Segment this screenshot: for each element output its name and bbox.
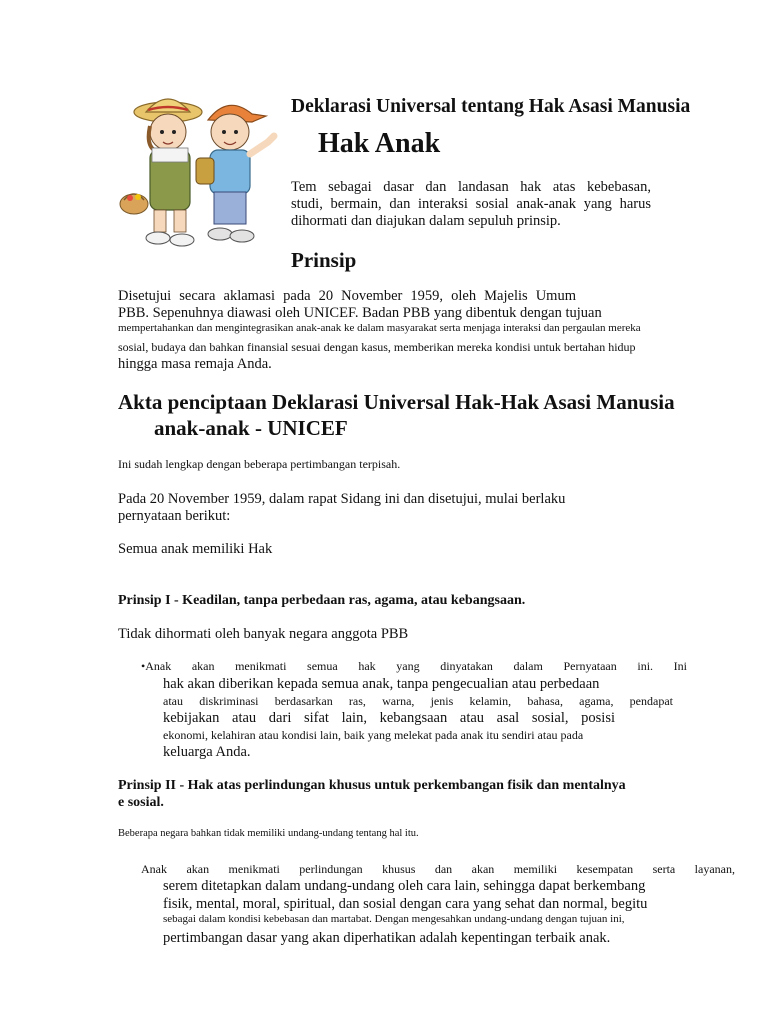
principle-1-line: keluarga Anda. (163, 744, 251, 760)
principle-2-line: serem ditetapkan dalam undang-undang oleh cara lain, sehingga dapat berkembang (163, 878, 646, 894)
akta-note: Ini sudah lengkap dengan beberapa pertimbangan terpisah. (118, 457, 401, 471)
principle-2-line: Anak akan menikmati perlindungan khusus dan akan memiliki kesempatan serta layanan, (141, 862, 735, 876)
akta-heading-continued: anak-anak - UNICEF (154, 416, 348, 440)
intro-line: Tem sebagai dasar dan landasan hak atas kebebasan, (291, 179, 651, 195)
principle-2-line: fisik, mental, moral, spiritual, dan sosial dengan cara yang sehat dan normal, begitu (163, 896, 648, 912)
prinsip-heading: Prinsip (291, 248, 357, 272)
prinsip-body-line: Disetujui secara aklamasi pada 20 November 1959, oleh Majelis Umum (118, 288, 576, 304)
akta-heading: Akta penciptaan Deklarasi Universal Hak-Hak Asasi Manusia (118, 390, 675, 414)
principle-2-heading: Prinsip II - Hak atas perlindungan khusus untuk perkembangan fisik dan mentalnya (118, 778, 626, 793)
principle-1-heading: Prinsip I - Keadilan, tanpa perbedaan ras, agama, atau kebangsaan. (118, 593, 526, 608)
intro-paragraph (291, 179, 651, 230)
meeting-text: Pada 20 November 1959, dalam rapat Sidang ini dan disetujui, mulai berlaku (118, 491, 566, 507)
document-subtitle: Hak Anak (318, 128, 441, 159)
principle-2-heading-continued: e sosial. (118, 795, 164, 810)
children-illustration (116, 92, 286, 260)
intro-line: studi, bermain, dan interaksi sosial anak-anak yang harus (291, 196, 651, 212)
meeting-text: pernyataan berikut: (118, 508, 231, 524)
principle-1-line: hak akan diberikan kepada semua anak, tanpa pengecualian atau perbedaan (163, 676, 600, 692)
principle-1-line: atau diskriminasi berdasarkan ras, warna, jenis kelamin, bahasa, agama, pendapat (163, 694, 673, 708)
boy-figure (196, 105, 274, 242)
principle-1-line: kebijakan atau dari sifat lain, kebangsaan atau asal sosial, posisi (163, 710, 615, 726)
girl-figure (120, 99, 202, 246)
prinsip-body-line: PBB. Sepenuhnya diawasi oleh UNICEF. Badan PBB yang dibentuk dengan tujuan (118, 305, 602, 321)
principle-1-line: •Anak akan menikmati semua hak yang dinyatakan dalam Pernyataan ini. Ini (141, 659, 687, 673)
prinsip-body-line: mempertahankan dan mengintegrasikan anak-anak ke dalam masyarakat serta menjaga interaksi dan pergaulan mereka (118, 322, 641, 334)
principle-2-note: Beberapa negara bahkan tidak memiliki undang-undang tentang hal itu. (118, 828, 419, 839)
prinsip-body-line: sosial, budaya dan bahkan finansial sesuai dengan kasus, memberikan mereka kondisi untuk bertahan hidup (118, 340, 636, 354)
principle-1-line: ekonomi, kelahiran atau kondisi lain, baik yang melekat pada anak itu sendiri atau pada (163, 728, 584, 742)
intro-line: dihormati dan diajukan dalam sepuluh prinsip. (291, 213, 561, 229)
principle-2-line: sebagai dalam kondisi kebebasan dan martabat. Dengan mengesahkan undang-undang dengan tujuan ini, (163, 913, 625, 925)
principle-1-note: Tidak dihormati oleh banyak negara anggota PBB (118, 626, 409, 642)
principle-2-line: pertimbangan dasar yang akan diperhatikan adalah kepentingan terbaik anak. (163, 930, 611, 946)
all-children-text: Semua anak memiliki Hak (118, 541, 273, 557)
document-title: Deklarasi Universal tentang Hak Asasi Manusia (291, 96, 691, 117)
prinsip-body-line: hingga masa remaja Anda. (118, 356, 272, 372)
